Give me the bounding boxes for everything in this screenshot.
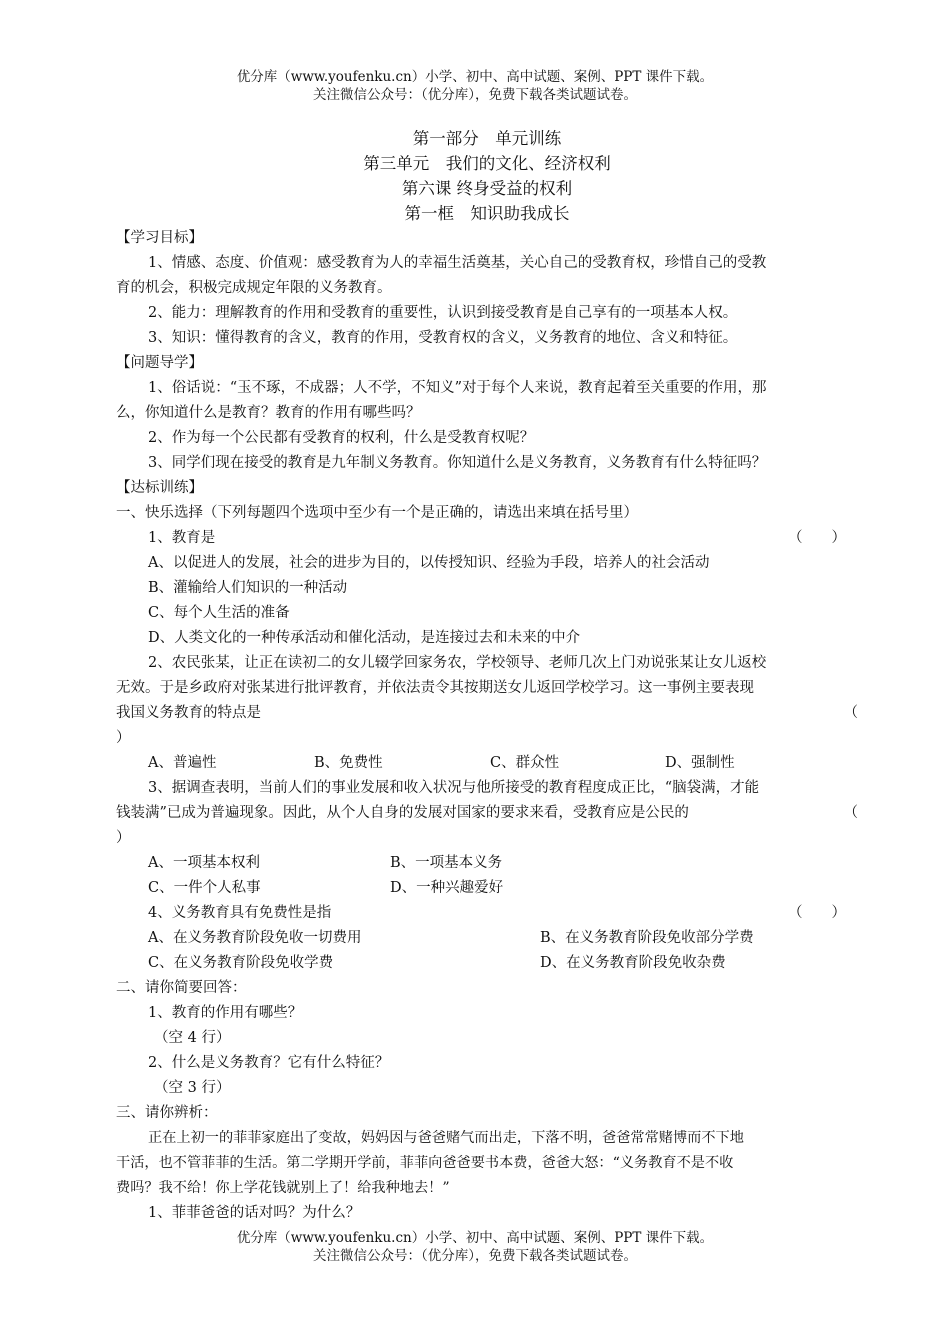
q3-option-d: D、一种兴趣爱好 bbox=[390, 880, 504, 896]
footer-line-2: 关注微信公众号：（优分库），免费下载各类试题试卷。 bbox=[313, 1248, 637, 1264]
section-3-title: 三、请你辨析： bbox=[116, 1105, 218, 1121]
goal-1-line-1: 1、情感、态度、价值观：感受教育为人的幸福生活奠基，关心自己的受教育权，珍惜自己的受教 bbox=[148, 255, 767, 271]
unit-title: 第三单元 我们的文化、经济权利 bbox=[363, 154, 611, 173]
q3-line-2 bbox=[116, 801, 858, 826]
section-1-title: 一、快乐选择（下列每题四个选项中至少有一个是正确的，请选出来填在括号里） bbox=[116, 505, 638, 521]
section-2-q2-blank: （空 3 行） bbox=[154, 1080, 231, 1096]
guide-heading: 【问题导学】 bbox=[116, 355, 203, 371]
story-line-1: 正在上初一的菲菲家庭出了变故，妈妈因与爸爸赌气而出走，下落不明，爸爸常常赌博而不下地 bbox=[148, 1130, 744, 1146]
training-heading: 【达标训练】 bbox=[116, 480, 203, 496]
q3-paren-open: （ bbox=[843, 805, 858, 821]
q1-option-c: C、每个人生活的准备 bbox=[148, 605, 290, 621]
q2-option-a: A、普遍性 bbox=[148, 755, 217, 771]
goals-heading: 【学习目标】 bbox=[116, 230, 203, 246]
document-body bbox=[116, 126, 858, 1226]
story-line-2: 干活，也不管菲菲的生活。第二学期开学前，菲菲向爸爸要书本费，爸爸大怒：“义务教育不是不收 bbox=[116, 1155, 734, 1171]
q2-option-d: D、强制性 bbox=[665, 755, 735, 771]
section-3-q1: 1、菲菲爸爸的话对吗？为什么？ bbox=[148, 1205, 361, 1221]
q4-options-row-1 bbox=[116, 926, 858, 951]
q3-paren-close: ） bbox=[116, 830, 131, 846]
part-title: 第一部分 单元训练 bbox=[412, 129, 562, 148]
q2-paren-open: （ bbox=[843, 705, 858, 721]
q1-option-b: B、灌输给人们知识的一种活动 bbox=[148, 580, 348, 596]
q1-stem-text: 1、教育是 bbox=[148, 530, 216, 546]
q1-answer-paren: （ ） bbox=[788, 530, 846, 546]
header-line-1: 优分库（www.youfenku.cn）小学、初中、高中试题、案例、PPT 课件下载。 bbox=[236, 69, 714, 85]
section-2-title: 二、请你简要回答： bbox=[116, 980, 247, 996]
goal-2: 2、能力：理解教育的作用和受教育的重要性，认识到接受教育是自己享有的一项基本人权。 bbox=[148, 305, 738, 321]
q1-option-d: D、人类文化的一种传承活动和催化活动，是连接过去和未来的中介 bbox=[148, 630, 581, 646]
footer-line-1: 优分库（www.youfenku.cn）小学、初中、高中试题、案例、PPT 课件下载。 bbox=[236, 1230, 714, 1246]
guide-q2: 2、作为每一个公民都有受教育的权利，什么是受教育权呢？ bbox=[148, 430, 535, 446]
q4-option-c: C、在义务教育阶段免收学费 bbox=[148, 955, 334, 971]
q4-option-b: B、在义务教育阶段免收部分学费 bbox=[540, 930, 754, 946]
story-line-3: 费吗？我不给！你上学花钱就别上了！给我种地去！” bbox=[116, 1180, 450, 1196]
q2-options bbox=[116, 751, 858, 776]
frame-title: 第一框 知识助我成长 bbox=[404, 204, 570, 223]
section-2-q2: 2、什么是义务教育？它有什么特征？ bbox=[148, 1055, 390, 1071]
guide-q3: 3、同学们现在接受的教育是九年制义务教育。你知道什么是义务教育，义务教育有什么特征吗？ bbox=[148, 455, 767, 471]
q3-option-a: A、一项基本权利 bbox=[148, 855, 260, 871]
header-line-2: 关注微信公众号：（优分库），免费下载各类试题试卷。 bbox=[313, 87, 637, 103]
q4-answer-paren: （ ） bbox=[788, 905, 846, 921]
q4-stem bbox=[116, 901, 858, 926]
goal-1-line-2: 育的机会，积极完成规定年限的义务教育。 bbox=[116, 280, 392, 296]
q3-option-b: B、一项基本义务 bbox=[390, 855, 503, 871]
q2-paren-close: ） bbox=[116, 730, 131, 746]
q3-line-1: 3、据调查表明，当前人们的事业发展和收入状况与他所接受的教育程度成正比，“脑袋满，才能 bbox=[148, 780, 760, 796]
guide-q1-line-2: 么，你知道什么是教育？教育的作用有哪些吗？ bbox=[116, 405, 421, 421]
q4-option-d: D、在义务教育阶段免收杂费 bbox=[540, 955, 726, 971]
q3-options-row-2 bbox=[116, 876, 858, 901]
goal-3: 3、知识：懂得教育的含义，教育的作用，受教育权的含义，义务教育的地位、含义和特征。 bbox=[148, 330, 738, 346]
q3-line-2-text: 钱装满”已成为普遍现象。因此，从个人自身的发展对国家的要求来看，受教育应是公民的 bbox=[116, 805, 689, 821]
section-2-q1-blank: （空 4 行） bbox=[154, 1030, 231, 1046]
q2-line-3-text: 我国义务教育的特点是 bbox=[116, 705, 261, 721]
q2-line-1: 2、农民张某，让正在读初二的女儿辍学回家务农，学校领导、老师几次上门劝说张某让女儿返校 bbox=[148, 655, 767, 671]
q1-option-a: A、以促进人的发展，社会的进步为目的，以传授知识、经验为手段，培养人的社会活动 bbox=[148, 555, 710, 571]
guide-q1-line-1: 1、俗话说：“玉不琢，不成器；人不学，不知义”对于每个人来说，教育起着至关重要的作用，那 bbox=[148, 380, 767, 396]
page-footer bbox=[0, 1229, 950, 1265]
lesson-title: 第六课 终身受益的权利 bbox=[401, 179, 573, 198]
q4-options-row-2 bbox=[116, 951, 858, 976]
section-2-q1: 1、教育的作用有哪些？ bbox=[148, 1005, 303, 1021]
q2-line-2: 无效。于是乡政府对张某进行批评教育，并依法责令其按期送女儿返回学校学习。这一事例主要表现 bbox=[116, 680, 754, 696]
q2-option-c: C、群众性 bbox=[490, 755, 560, 771]
q2-line-3 bbox=[116, 701, 858, 726]
q1-stem bbox=[116, 526, 858, 551]
q3-options-row-1 bbox=[116, 851, 858, 876]
page-header bbox=[0, 68, 950, 104]
q3-option-c: C、一件个人私事 bbox=[148, 880, 261, 896]
q2-option-b: B、免费性 bbox=[314, 755, 383, 771]
q4-option-a: A、在义务教育阶段免收一切费用 bbox=[148, 930, 362, 946]
q4-stem-text: 4、义务教育具有免费性是指 bbox=[148, 905, 332, 921]
